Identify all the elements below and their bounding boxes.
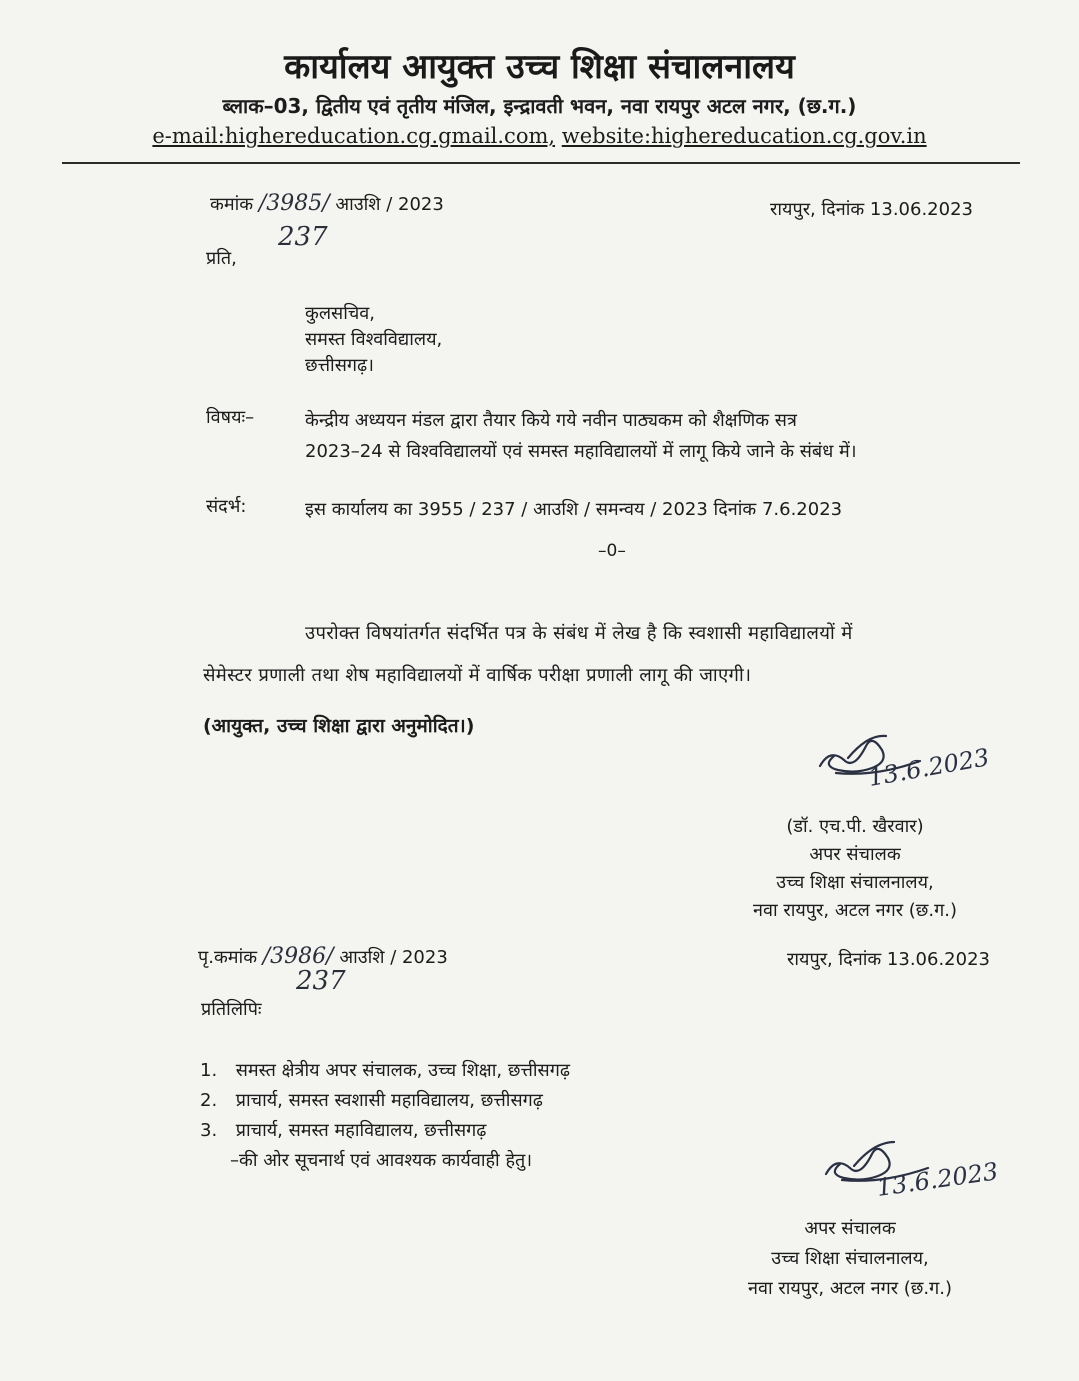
copy-closing: –की ओर सूचनार्थ एवं आवश्यक कार्यवाही हेतु। <box>230 1150 533 1171</box>
copy-list <box>200 1056 570 1176</box>
list-item-number: 2. <box>200 1090 218 1111</box>
signatory-office: उच्च शिक्षा संचालनालय, <box>776 872 934 893</box>
signature-2-date: 13.6.2023 <box>874 1157 1000 1202</box>
to-label: प्रति, <box>206 248 237 269</box>
copy-signatory-designation: अपर संचालक <box>804 1218 896 1239</box>
subject-line: 2023–24 से विश्वविद्यालयों एवं समस्त महाविद्यालयों में लागू किये जाने के संबंध में। <box>305 441 857 462</box>
recipient-line: समस्त विश्वविद्यालय, <box>305 329 443 350</box>
signatory-block <box>705 813 1005 925</box>
letter-ref <box>210 191 444 216</box>
email-link[interactable]: e-mail:highereducation.cg.gmail.com, <box>152 124 556 148</box>
copy-label: प्रतिलिपिः <box>201 999 262 1020</box>
signatory-location: नवा रायपुर, अटल नगर (छ.ग.) <box>752 900 958 921</box>
copy-ref-number-handwritten: /3986/ <box>262 944 334 969</box>
ref-label: कमांक <box>210 194 254 215</box>
list-item-number: 3. <box>200 1120 218 1141</box>
ref-number-handwritten: /3985/ <box>258 191 330 216</box>
body-line-1: उपरोक्त विषयांतर्गत संदर्भित पत्र के संबंध में लेख है कि स्वशासी महाविद्यालयों में <box>305 623 853 644</box>
website-link[interactable]: website:highereducation.cg.gov.in <box>561 124 927 148</box>
header-divider <box>62 162 1020 164</box>
list-item-text: प्राचार्य, समस्त स्वशासी महाविद्यालय, छत्तीसगढ़ <box>235 1090 543 1111</box>
list-item-text: प्राचार्य, समस्त महाविद्यालय, छत्तीसगढ़ <box>235 1120 487 1141</box>
list-item <box>200 1116 570 1146</box>
copy-signatory-block <box>700 1214 1000 1304</box>
office-contact <box>0 124 1079 148</box>
signature-1 <box>808 718 1023 808</box>
copy-signatory-location: नवा रायपुर, अटल नगर (छ.ग.) <box>747 1278 953 1299</box>
signature-1-date: 13.6.2023 <box>866 743 992 792</box>
ref-suffix: आउशि / 2023 <box>335 194 444 215</box>
copy-place-date: रायपुर, दिनांक 13.06.2023 <box>787 949 990 970</box>
copy-ref-label: पृ.कमांक <box>198 947 258 968</box>
letter-place-date: रायपुर, दिनांक 13.06.2023 <box>770 199 973 220</box>
list-item-text: समस्त क्षेत्रीय अपर संचालक, उच्च शिक्षा, छत्तीसगढ़ <box>235 1060 570 1081</box>
subject-label: विषयः– <box>206 407 255 428</box>
recipient-line: छत्तीसगढ़। <box>305 355 374 376</box>
signatory-designation: अपर संचालक <box>809 844 901 865</box>
body-line-2: सेमेस्टर प्रणाली तथा शेष महाविद्यालयों में वार्षिक परीक्षा प्रणाली लागू की जाएगी। <box>203 665 752 686</box>
signature-2 <box>812 1130 1037 1210</box>
recipient-block <box>305 301 442 379</box>
copy-ref-suffix: आउशि / 2023 <box>339 947 448 968</box>
recipient-line: कुलसचिव, <box>305 303 376 324</box>
reference-label: संदर्भ: <box>206 496 247 517</box>
subject-line: केन्द्रीय अध्ययन मंडल द्वारा तैयार किये गये नवीन पाठ्यकम को शैक्षणिक सत्र <box>305 410 797 431</box>
separator: –0– <box>598 541 626 561</box>
copy-ref-sub-handwritten: 237 <box>296 966 346 996</box>
office-address: ब्लाक–03, द्वितीय एवं तृतीय मंजिल, इन्द्रावती भवन, नवा रायपुर अटल नगर, (छ.ग.) <box>222 94 857 118</box>
copy-signatory-office: उच्च शिक्षा संचालनालय, <box>771 1248 929 1269</box>
list-item <box>200 1086 570 1116</box>
office-title: कार्यालय आयुक्त उच्च शिक्षा संचालनालय <box>284 47 795 87</box>
reference-text: इस कार्यालय का 3955 / 237 / आउशि / समन्वय / 2023 दिनांक 7.6.2023 <box>305 499 843 520</box>
list-item <box>200 1056 570 1086</box>
subject-text <box>305 405 857 467</box>
signatory-name: (डॉ. एच.पी. खैरवार) <box>786 816 924 837</box>
list-item-number: 1. <box>200 1060 218 1081</box>
approval-note: (आयुक्त, उच्च शिक्षा द्वारा अनुमोदित।) <box>203 715 475 737</box>
ref-sub-handwritten: 237 <box>278 222 328 252</box>
